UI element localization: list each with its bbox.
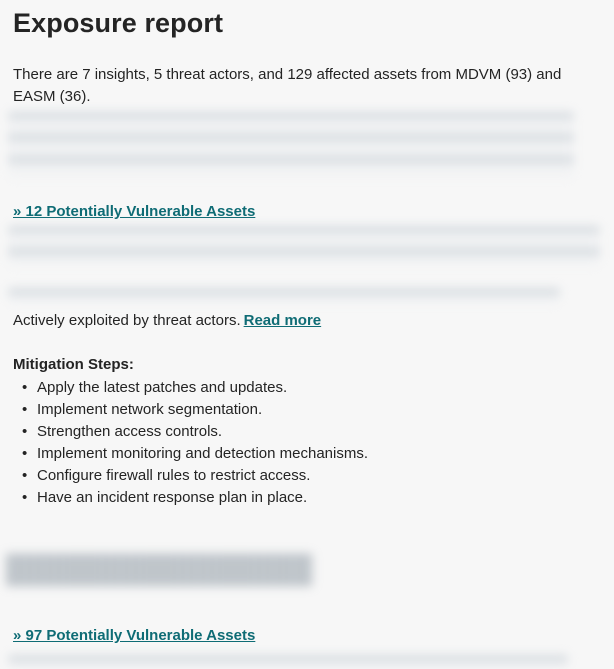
- redacted-text-block: [8, 655, 568, 669]
- mitigation-step: [13, 443, 368, 465]
- bullet: •: [22, 467, 28, 484]
- bullet: •: [22, 423, 28, 440]
- bullet: •: [22, 401, 28, 418]
- mitigation-step: [13, 421, 368, 443]
- bullet: •: [22, 489, 28, 506]
- mitigation-step-text: Implement network segmentation.: [37, 401, 263, 418]
- mitigation-step: [13, 487, 368, 509]
- bullet: •: [22, 445, 28, 462]
- mitigation-step-text: Have an incident response plan in place.: [37, 489, 308, 506]
- mitigation-steps-list: [13, 377, 368, 509]
- exploited-notice: [13, 312, 321, 329]
- page-title: Exposure report: [13, 8, 224, 38]
- mitigation-steps-heading: Mitigation Steps:: [13, 356, 134, 373]
- mitigation-step: [13, 399, 368, 421]
- redacted-text-block: [8, 226, 600, 266]
- vulnerable-assets-link-1[interactable]: » 12 Potentially Vulnerable Assets: [13, 203, 256, 220]
- redacted-text-block: [8, 288, 560, 304]
- read-more-link[interactable]: Read more: [243, 312, 322, 329]
- mitigation-step: [13, 465, 368, 487]
- mitigation-step-text: Configure firewall rules to restrict access.: [37, 467, 311, 484]
- redacted-section-heading: ████████████████: [6, 554, 313, 584]
- redacted-text-block: [8, 112, 574, 178]
- mitigation-step-text: Strengthen access controls.: [37, 423, 223, 440]
- mitigation-step-text: Apply the latest patches and updates.: [37, 379, 288, 396]
- mitigation-step: [13, 377, 368, 399]
- mitigation-step-text: Implement monitoring and detection mechanisms.: [37, 445, 368, 462]
- report-summary: There are 7 insights, 5 threat actors, and 129 affected assets from MDVM (93) and EASM (36).: [13, 66, 562, 105]
- vulnerable-assets-link-2[interactable]: » 97 Potentially Vulnerable Assets: [13, 627, 256, 644]
- exploited-text: Actively exploited by threat actors.: [13, 312, 241, 329]
- bullet: •: [22, 379, 28, 396]
